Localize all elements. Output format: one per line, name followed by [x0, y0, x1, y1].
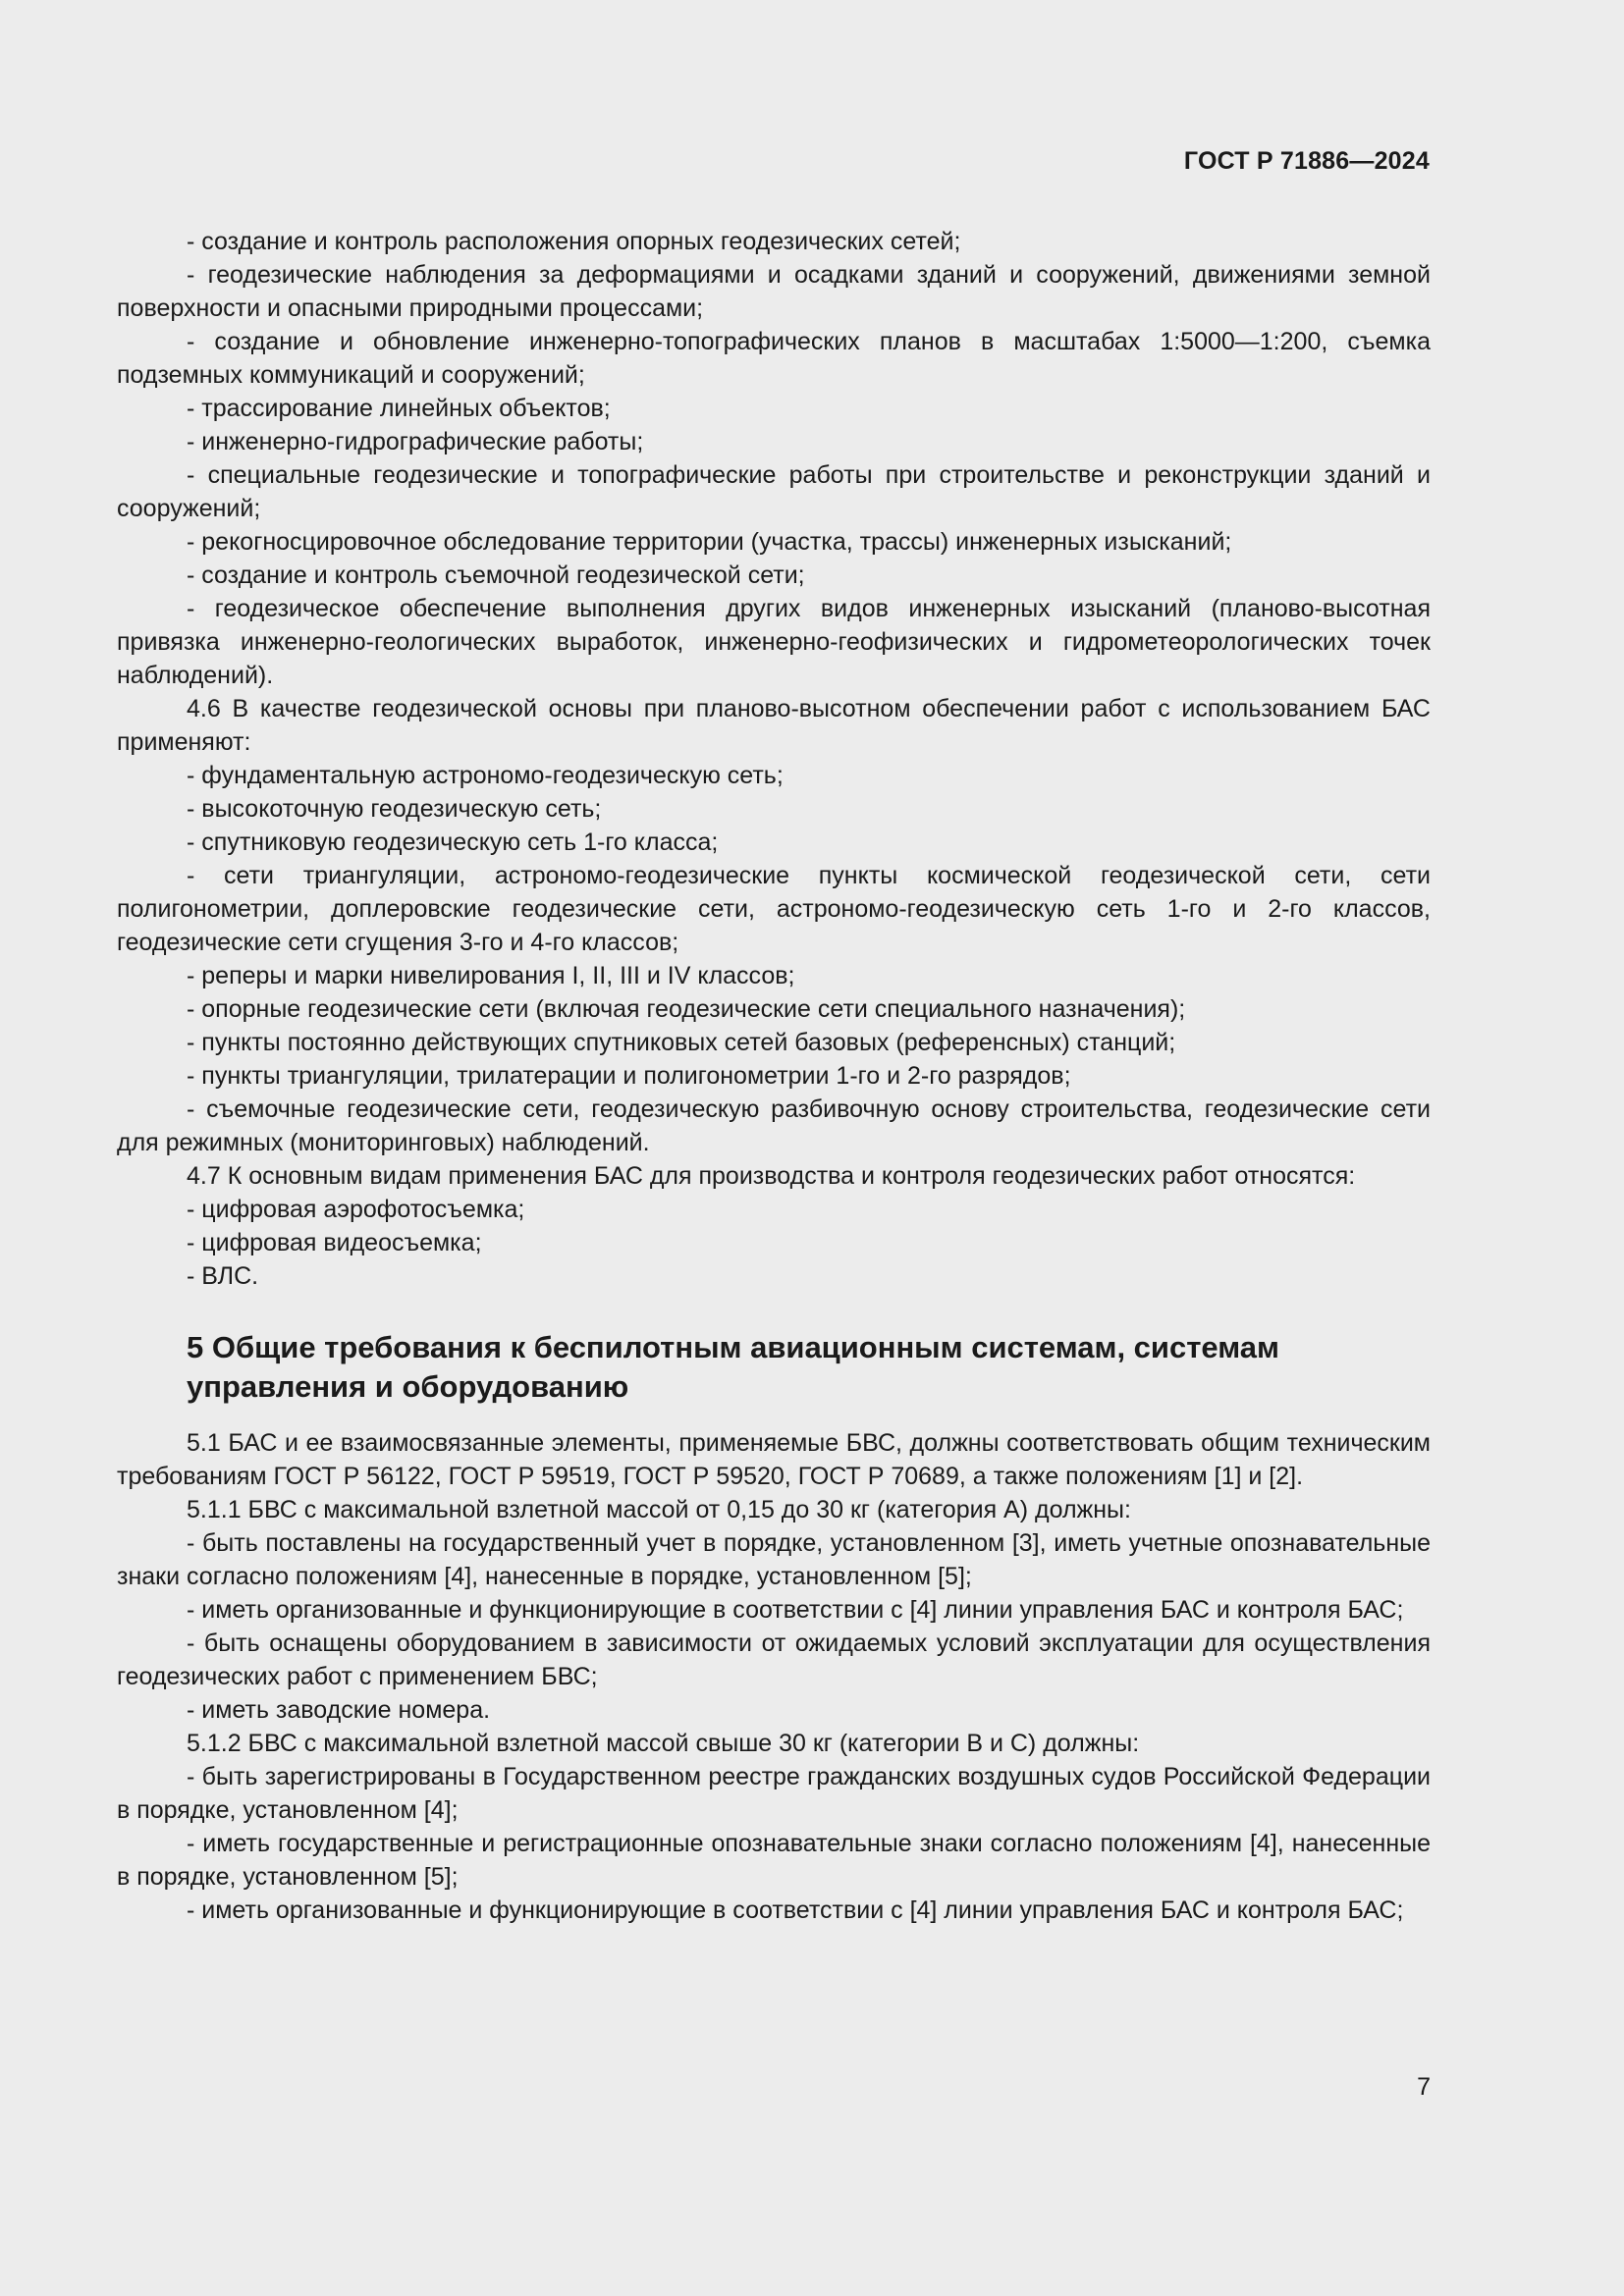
list-item: - иметь заводские номера. — [117, 1693, 1431, 1727]
list-item: - иметь организованные и функционирующие в соответствии с [4] линии управления БАС и контроля БАС; — [117, 1894, 1431, 1927]
paragraph-4-7: 4.7 К основным видам применения БАС для производства и контроля геодезических работ относятся: — [187, 1162, 1356, 1190]
list-a — [117, 225, 1431, 692]
list-item: - сети триангуляции, астрономо-геодезические пункты космической геодезической сети, сети полигонометрии, доплеровские геодезические сети, астрономо-геодезическую сеть 1-го и 2-го классов, геодезические сети сгущения 3-го и 4-го классов; — [117, 859, 1431, 959]
list-item: - иметь государственные и регистрационные опознавательные знаки согласно положениям [4], нанесенные в порядке, установленном [5]; — [117, 1827, 1431, 1894]
list-item: - высокоточную геодезическую сеть; — [117, 792, 1431, 826]
list-item: - быть оснащены оборудованием в зависимости от ожидаемых условий эксплуатации для осуществления геодезических работ с применением БВС; — [117, 1627, 1431, 1693]
list-item: - цифровая аэрофотосъемка; — [117, 1193, 1431, 1226]
list-item: - быть поставлены на государственный учет в порядке, установленном [3], иметь учетные опознавательные знаки согласно положениям [4], нанесенные в порядке, установленном [5]; — [117, 1526, 1431, 1593]
list-item: - реперы и марки нивелирования I, II, III и IV классов; — [117, 959, 1431, 992]
document-code-header: ГОСТ Р 71886—2024 — [1183, 147, 1430, 175]
list-item: - трассирование линейных объектов; — [117, 392, 1431, 425]
list-e — [117, 1760, 1431, 1927]
list-item: - создание и контроль съемочной геодезической сети; — [117, 559, 1431, 592]
page-number: 7 — [1417, 2073, 1431, 2101]
paragraph-5-1: 5.1 БАС и ее взаимосвязанные элементы, применяемые БВС, должны соответствовать общим техническим требованиям ГОСТ Р 56122, ГОСТ Р 59519, ГОСТ Р 59520, ГОСТ Р 70689, а также положениям [1] и [2]. — [117, 1429, 1431, 1490]
list-item: - быть зарегистрированы в Государственном реестре гражданских воздушных судов Российской Федерации в порядке, установленном [4]; — [117, 1760, 1431, 1827]
document-body — [117, 225, 1431, 1927]
paragraph-5-1-1: 5.1.1 БВС с максимальной взлетной массой от 0,15 до 30 кг (категория А) должны: — [187, 1496, 1131, 1523]
list-item: - геодезические наблюдения за деформациями и осадками зданий и сооружений, движениями земной поверхности и опасными природными процессами; — [117, 258, 1431, 325]
list-item: - спутниковую геодезическую сеть 1-го класса; — [117, 826, 1431, 859]
list-item: - рекогносцировочное обследование территории (участка, трассы) инженерных изысканий; — [117, 525, 1431, 559]
section-5-heading: 5 Общие требования к беспилотным авиационным системам, системам управления и оборудованию — [187, 1330, 1279, 1404]
list-item: - геодезическое обеспечение выполнения других видов инженерных изысканий (планово-высотная привязка инженерно-геологических выработок, инженерно-геофизических и гидрометеорологических точек наблюдений). — [117, 592, 1431, 692]
list-item: - создание и контроль расположения опорных геодезических сетей; — [117, 225, 1431, 258]
list-item: - ВЛС. — [117, 1259, 1431, 1293]
list-item: - иметь организованные и функционирующие в соответствии с [4] линии управления БАС и контроля БАС; — [117, 1593, 1431, 1627]
list-item: - съемочные геодезические сети, геодезическую разбивочную основу строительства, геодезические сети для режимных (мониторинговых) наблюдений. — [117, 1093, 1431, 1159]
list-d — [117, 1526, 1431, 1727]
list-item: - пункты постоянно действующих спутниковых сетей базовых (референсных) станций; — [117, 1026, 1431, 1059]
list-item: - фундаментальную астрономо-геодезическую сеть; — [117, 759, 1431, 792]
list-item: - специальные геодезические и топографические работы при строительстве и реконструкции зданий и сооружений; — [117, 458, 1431, 525]
paragraph-5-1-2: 5.1.2 БВС с максимальной взлетной массой свыше 30 кг (категории В и С) должны: — [187, 1730, 1140, 1757]
paragraph-4-6: 4.6 В качестве геодезической основы при планово-высотном обеспечении работ с использованием БАС применяют: — [117, 695, 1431, 756]
list-b — [117, 759, 1431, 1159]
list-item: - цифровая видеосъемка; — [117, 1226, 1431, 1259]
list-item: - создание и обновление инженерно-топографических планов в масштабах 1:5000—1:200, съемка подземных коммуникаций и сооружений; — [117, 325, 1431, 392]
list-item: - инженерно-гидрографические работы; — [117, 425, 1431, 458]
list-item: - пункты триангуляции, трилатерации и полигонометрии 1-го и 2-го разрядов; — [117, 1059, 1431, 1093]
list-c — [117, 1193, 1431, 1293]
list-item: - опорные геодезические сети (включая геодезические сети специального назначения); — [117, 992, 1431, 1026]
